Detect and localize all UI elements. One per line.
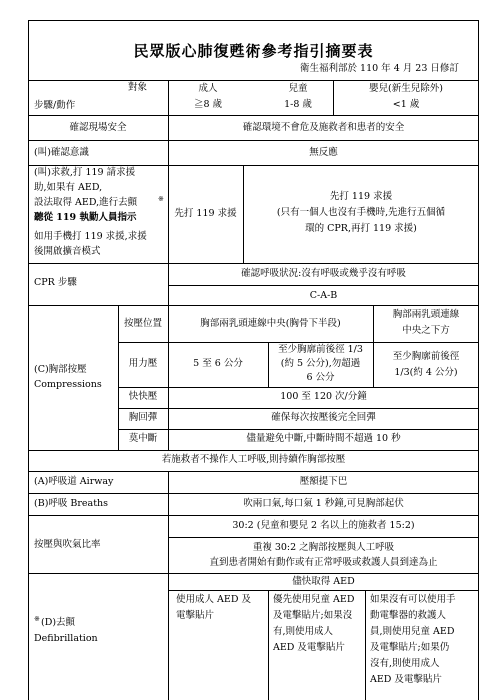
force-child: 6 公分 — [306, 372, 335, 383]
row-divider — [28, 515, 479, 516]
force-child: (約 5 公分),勿超過 — [280, 358, 361, 369]
defib-infant: 動電擊器的救護人 — [370, 610, 447, 621]
rate-label: 快快壓 — [128, 391, 158, 402]
header-infant: 嬰兒(新生兒除外) — [369, 83, 443, 94]
row-divider — [118, 429, 479, 430]
defib-infant: 如果沒有可以使用手 — [370, 594, 456, 605]
row-divider — [28, 450, 479, 451]
row-divider — [28, 263, 479, 264]
consciousness-value: 無反應 — [309, 147, 338, 158]
breaths-label: (B)呼吸 Breaths — [34, 498, 109, 509]
defib-infant: 沒有,則使用成人 — [370, 658, 440, 669]
position-infant: 胸部兩乳頭連線 — [392, 309, 460, 320]
call-help-pediatric: (只有一個人也沒有手機時,先進行五個循 — [276, 207, 446, 218]
force-infant: 至少胸廓前後徑 — [392, 351, 460, 362]
force-infant: 1/3(約 4 公分) — [394, 367, 458, 378]
call-help-line: 設法取得 AED,進行去顫 — [34, 197, 138, 208]
defib-child: 及電擊貼片;如果沒 — [273, 610, 353, 621]
call-help-adult: 先打 119 求援 — [174, 208, 237, 219]
ratio-repeat: 直到患者開始有動作或有正常呼吸或救護人員到達為止 — [209, 557, 438, 568]
airway-value: 壓額提下巴 — [299, 476, 348, 487]
header-adult: 成人 — [198, 83, 218, 94]
position-infant: 中央之下方 — [402, 325, 450, 336]
call-help-line: 助,如果有 AED, — [34, 182, 103, 193]
call-help-line: (叫)求救,打 119 請求援 — [34, 167, 136, 178]
cpr-sequence: C-A-B — [309, 290, 338, 301]
defib-top: 儘快取得 AED — [292, 576, 355, 587]
call-help-pediatric: 環的 CPR,再打 119 求援) — [305, 223, 417, 234]
column-divider — [268, 590, 269, 700]
position-main: 胸部兩乳頭連線中央(胸骨下半段) — [200, 318, 341, 329]
header-step-label: 步驟/動作 — [34, 100, 76, 111]
force-label: 用力壓 — [128, 358, 158, 369]
ratio-repeat: 重複 30:2 之胸部按壓與人工呼吸 — [252, 542, 395, 553]
compressions-label-en: Compressions — [34, 379, 102, 390]
interrupt-value: 儘量避免中斷,中斷時間不超過 10 秒 — [246, 433, 401, 444]
force-child: 至少胸廓前後徑 1/3 — [278, 344, 363, 355]
header-target-label: 對象 — [128, 82, 148, 93]
row-divider — [168, 285, 479, 286]
row-divider — [118, 408, 479, 409]
airway-label: (A)呼吸道 Airway — [34, 476, 114, 487]
defib-label: (D)去顫 — [41, 617, 76, 628]
cpr-check: 確認呼吸狀況:沒有呼吸或幾乎沒有呼吸 — [241, 268, 406, 279]
defib-mark: ※ — [34, 615, 40, 623]
defib-infant: 及電擊貼片;如果仍 — [370, 642, 450, 653]
consciousness-label: (叫)確認意識 — [34, 147, 89, 158]
force-adult: 5 至 6 公分 — [193, 358, 243, 369]
position-label: 按壓位置 — [123, 318, 162, 329]
column-divider — [168, 165, 169, 305]
column-divider — [373, 342, 374, 387]
row-divider — [168, 590, 479, 591]
defib-infant: AED 及電擊貼片 — [370, 674, 442, 685]
safety-label: 確認現場安全 — [69, 122, 127, 133]
column-divider — [168, 573, 169, 700]
page-title: 民眾版心肺復甦術參考指引摘要表 — [133, 42, 374, 60]
row-divider — [28, 573, 479, 574]
recoil-label: 胸回彈 — [128, 412, 158, 423]
row-divider — [28, 471, 479, 472]
call-help-mark: ※ — [158, 195, 164, 203]
call-help-line: 聽從 119 執勤人員指示 — [34, 212, 137, 223]
row-divider — [168, 537, 479, 538]
defib-adult: 使用成人 AED 及 — [176, 594, 251, 605]
safety-value: 確認環境不會危及施救者和患者的安全 — [242, 122, 405, 133]
row-divider — [28, 115, 479, 116]
header-infant-age: <1 歲 — [392, 99, 420, 110]
defib-child: AED 及電擊貼片 — [273, 642, 345, 653]
compressions-label: (C)胸部按壓 — [34, 364, 87, 375]
column-divider — [365, 590, 366, 700]
no-breathing-note: 若施救者不操作人工呼吸,則持續作胸部按壓 — [161, 454, 346, 465]
row-divider — [118, 387, 479, 388]
defib-child: 優先使用兒童 AED — [273, 594, 355, 605]
breaths-value: 吹兩口氣,每口氣 1 秒鐘,可見胸部起伏 — [243, 498, 404, 509]
row-divider — [28, 140, 479, 141]
revision-date: 衛生福利部於 110 年 4 月 23 日修訂 — [300, 63, 459, 74]
header-child-age: 1-8 歲 — [284, 99, 312, 110]
row-divider — [28, 305, 479, 306]
defib-child: 有,則使用成人 — [273, 626, 334, 637]
row-divider — [28, 493, 479, 494]
ratio-label: 按壓與吹氣比率 — [34, 539, 101, 550]
cpr-label: CPR 步驟 — [34, 277, 77, 288]
header-adult-age: ≧8 歲 — [193, 99, 223, 110]
defib-infant: 員,則使用兒童 AED — [370, 626, 455, 637]
rate-value: 100 至 120 次/分鐘 — [280, 391, 367, 402]
interrupt-label: 莫中斷 — [128, 433, 158, 444]
call-help-line: 如用手機打 119 求援,求援 — [34, 231, 147, 242]
call-help-line: 後開啟擴音模式 — [34, 246, 101, 257]
defib-label-en: Defibrillation — [34, 633, 98, 644]
defib-adult: 電擊貼片 — [176, 610, 215, 621]
call-help-pediatric: 先打 119 求援 — [329, 191, 393, 202]
ratio-main: 30:2 (兒童和嬰兒 2 名以上的施救者 15:2) — [232, 520, 415, 531]
row-divider — [28, 80, 479, 81]
recoil-value: 確保每次按壓後完全回彈 — [271, 412, 376, 423]
header-child: 兒童 — [288, 83, 308, 94]
